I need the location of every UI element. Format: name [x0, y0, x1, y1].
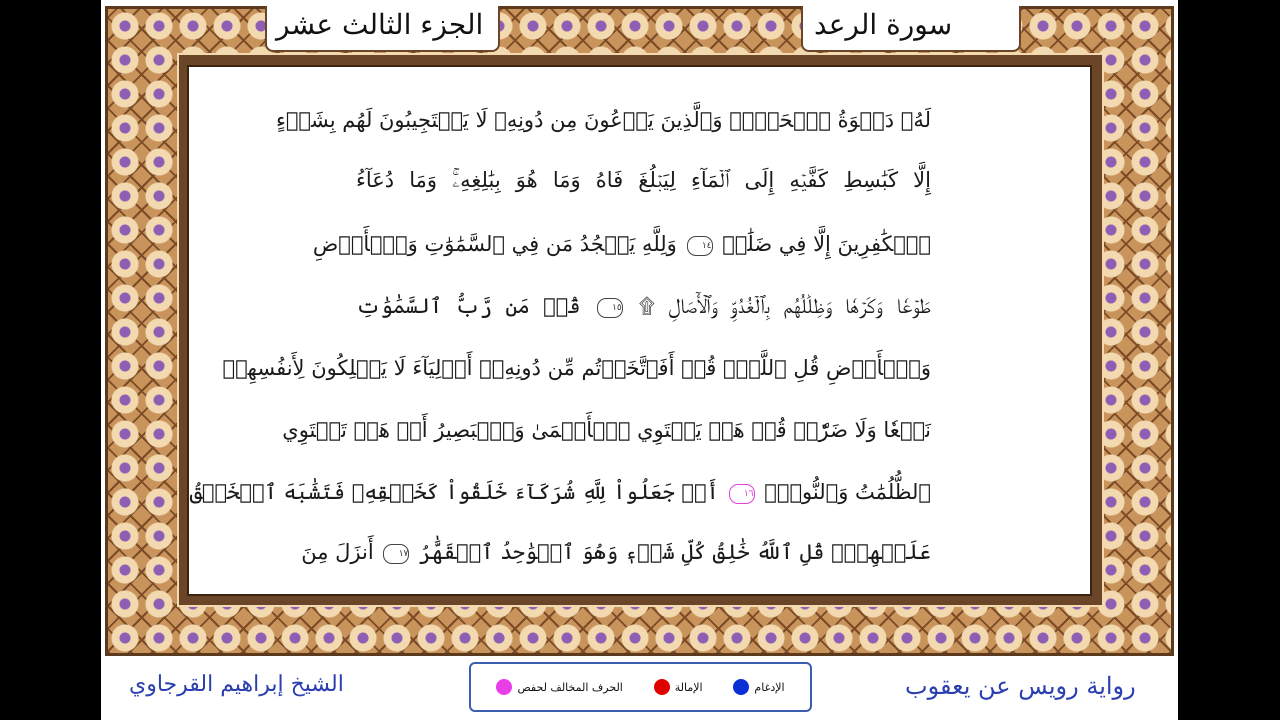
verse-text-continued: أَنزَلَ مِنَ: [301, 540, 374, 564]
verse-line: [301, 540, 931, 564]
verse-text-continued: قُلۡ مَن رَّبُّ ٱلسَّمَٰوَٰتِ: [356, 294, 581, 318]
verse-line: [312, 232, 931, 256]
legend-item-imala: [654, 679, 703, 695]
verse-text-continued: أَمۡ جَعَلُواْ لِلَّهِ شُرَكَآءَ خَلَقُواْ كَخَلۡقِهِۦ فَتَشَٰبَهَ ٱلۡخَلۡقُ: [189, 480, 719, 504]
verse-text: طَوۡعٗا وَكَرۡهٗا وَظِلَٰلُهُم بِٱلۡغُدُوِّ وَٱلۡأٓصَالِ ۩: [638, 294, 931, 318]
verse-text: نَفۡعٗا وَلَا ضَرّٗاۚ قُلۡ هَلۡ يَسۡتَوِي ٱلۡأَعۡمَىٰ وَٱلۡبَصِيرُ أَمۡ هَلۡ تَسۡتَوِي: [282, 418, 931, 442]
verse-text: ٱلۡكَٰفِرِينَ إِلَّا فِي ضَلَٰلٖ: [722, 232, 931, 256]
legend-label: الإمالة: [674, 680, 703, 694]
verse-text: عَلَيۡهِمۡۚ قُلِ ٱللَّهُ خَٰلِقُ كُلِّ شَيۡءٖ وَهُوَ ٱلۡوَٰحِدُ ٱلۡقَهَّٰرُ: [419, 540, 931, 564]
reciter-name: الشيخ إبراهيم القرجاوي: [129, 672, 344, 697]
juz-title: الجزء الثالث عشر: [276, 8, 484, 41]
ayah-number-marker: ١٤: [687, 236, 713, 256]
ayah-number-marker: ١٧: [383, 544, 409, 564]
red-dot-icon: [654, 679, 670, 695]
ayah-number-marker: ١٦: [729, 484, 755, 504]
surah-title: سورة الرعد: [814, 8, 953, 41]
mushaf-page: [101, 0, 1178, 720]
verse-line: [222, 356, 931, 380]
verse-line: [282, 418, 931, 442]
ayah-number-marker: ١٥: [597, 298, 623, 318]
verse-text-continued: وَلِلَّهِ يَسۡجُدُ مَن فِي ٱلسَّمَٰوَٰتِ وَٱلۡأَرۡضِ: [312, 232, 677, 256]
legend-item-different-letter: [496, 679, 622, 695]
verse-text: لَهُۥ دَعۡوَةُ ٱلۡحَقِّۚ وَٱلَّذِينَ يَدۡعُونَ مِن دُونِهِۦ لَا يَسۡتَجِيبُونَ لَهُم بِشَيۡءٍ: [275, 108, 931, 132]
verse-line: [275, 108, 931, 132]
pink-dot-icon: [496, 679, 512, 695]
verse-line: [356, 294, 931, 319]
verse-text: إِلَّا كَبَٰسِطِ كَفَّيۡهِ إِلَى ٱلۡمَآءِ لِيَبۡلُغَ فَاهُ وَمَا هُوَ بِبَٰلِغِهِۦۚ وَمَا دُعَآءُ: [356, 168, 931, 192]
legend-label: الإدغام: [754, 680, 785, 694]
legend-label: الحرف المخالف لحفص: [517, 680, 623, 694]
riwaya-title: رواية رويس عن يعقوب: [905, 672, 1136, 700]
blue-dot-icon: [733, 679, 749, 695]
verse-text: ٱلظُّلُمَٰتُ وَٱلنُّورُۗ: [764, 480, 931, 504]
verse-line: [189, 480, 931, 504]
verse-text: وَٱلۡأَرۡضِ قُلِ ٱللَّهُۚ قُلۡ أَفَٱتَّخَذۡتُم مِّن دُونِهِۦٓ أَوۡلِيَآءَ لَا يَمۡلِكُونَ لِأَنفُسِهِمۡ: [222, 356, 931, 380]
verse-line: [356, 168, 931, 193]
legend-item-idgham: [733, 679, 784, 695]
color-legend: [469, 662, 812, 712]
